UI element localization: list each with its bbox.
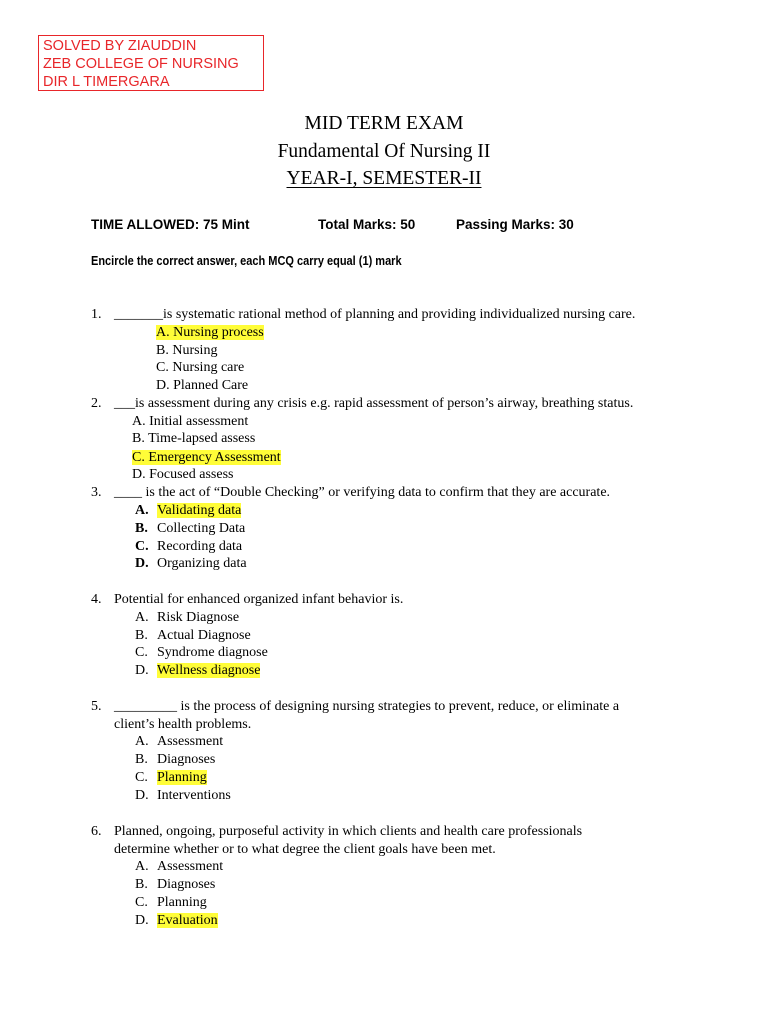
correct-answer-highlight: Evaluation (157, 913, 218, 928)
option-c (135, 769, 207, 787)
option-d (135, 787, 231, 805)
option-text: Organizing data (157, 556, 247, 571)
correct-answer-highlight: Planning (157, 770, 207, 785)
option-letter: B. (135, 521, 148, 536)
option-text: Planning (157, 895, 207, 910)
option-letter: C. (135, 895, 148, 910)
option-d (135, 555, 247, 573)
option-text: Assessment (157, 734, 224, 749)
correct-answer-highlight: A. Nursing process (156, 325, 264, 340)
option-c (135, 538, 242, 556)
correct-answer-highlight: Validating data (157, 503, 242, 518)
question-text: _______is systematic rational method of planning and providing individualized nursing care. (114, 307, 636, 322)
stamp-line-3: DIR L TIMERGARA (43, 74, 170, 90)
question-text: ____ is the act of “Double Checking” or verifying data to confirm that they are accurate. (114, 485, 611, 500)
option-letter: C. (135, 770, 148, 785)
question-number: 2. (91, 396, 102, 411)
option-letter: A. (135, 503, 149, 518)
option-a (135, 609, 239, 627)
option-b (135, 520, 245, 538)
option-d (135, 912, 218, 930)
option-a (156, 324, 264, 342)
option-text: Actual Diagnose (157, 628, 251, 643)
option-letter: D. (135, 663, 149, 678)
option-text: Recording data (157, 539, 243, 554)
option-b (135, 627, 251, 645)
question-text: _________ is the process of designing nursing strategies to prevent, reduce, or eliminate a (114, 699, 620, 714)
question-text: Planned, ongoing, purposeful activity in which clients and health care professionals (114, 824, 583, 839)
stamp-line-2: ZEB COLLEGE OF NURSING (43, 56, 239, 72)
correct-answer-highlight: C. Emergency Assessment (132, 450, 281, 465)
option-a (135, 858, 223, 876)
option-b: B. Nursing (156, 343, 218, 358)
option-letter: D. (135, 913, 149, 928)
option-letter: B. (135, 628, 148, 643)
option-a (135, 733, 223, 751)
option-letter: B. (135, 752, 148, 767)
option-b: B. Time-lapsed assess (132, 431, 256, 446)
passing-marks: Passing Marks: 30 (456, 217, 574, 232)
instruction: Encircle the correct answer, each MCQ carry equal (1) mark (91, 254, 402, 268)
option-c (135, 894, 207, 912)
option-a (135, 502, 241, 520)
option-text: Risk Diagnose (157, 610, 240, 625)
question-number: 3. (91, 485, 102, 500)
option-letter: A. (135, 610, 149, 625)
exam-subject: Fundamental Of Nursing II (277, 141, 491, 162)
exam-title: MID TERM EXAM (304, 113, 464, 134)
question-text: ___is assessment during any crisis e.g. rapid assessment of person’s airway, breathing status. (114, 396, 634, 411)
option-b (135, 751, 215, 769)
stamp-line-1: SOLVED BY ZIAUDDIN (43, 38, 197, 54)
total-marks: Total Marks: 50 (318, 217, 416, 232)
option-d (135, 662, 260, 680)
option-letter: A. (135, 859, 149, 874)
option-text: Syndrome diagnose (157, 645, 268, 660)
option-letter: D. (135, 788, 149, 803)
option-text: Interventions (157, 788, 231, 803)
option-text: Assessment (157, 859, 224, 874)
question-text-continued: determine whether or to what degree the client goals have been met. (114, 842, 496, 857)
question-number: 4. (91, 592, 102, 607)
option-c (132, 449, 281, 467)
option-text: Diagnoses (157, 877, 216, 892)
option-d: D. Planned Care (156, 378, 249, 393)
question-number: 1. (91, 307, 102, 322)
option-letter: B. (135, 877, 148, 892)
question-text: Potential for enhanced organized infant behavior is. (114, 592, 404, 607)
option-a: A. Initial assessment (132, 414, 249, 429)
correct-answer-highlight: Wellness diagnose (157, 663, 261, 678)
time-allowed: TIME ALLOWED: 75 Mint (91, 217, 250, 232)
option-letter: A. (135, 734, 149, 749)
option-letter: C. (135, 645, 148, 660)
exam-year: YEAR-I, SEMESTER-II (286, 168, 482, 189)
solver-stamp (38, 35, 264, 91)
option-b (135, 876, 215, 894)
option-text: Collecting Data (157, 521, 246, 536)
option-c (135, 644, 268, 662)
question-number: 5. (91, 699, 102, 714)
option-letter: C. (135, 539, 149, 554)
question-number: 6. (91, 824, 102, 839)
option-d: D. Focused assess (132, 467, 234, 482)
option-text: Diagnoses (157, 752, 216, 767)
option-c: C. Nursing care (156, 360, 245, 375)
option-letter: D. (135, 556, 149, 571)
question-text-continued: client’s health problems. (114, 717, 252, 732)
